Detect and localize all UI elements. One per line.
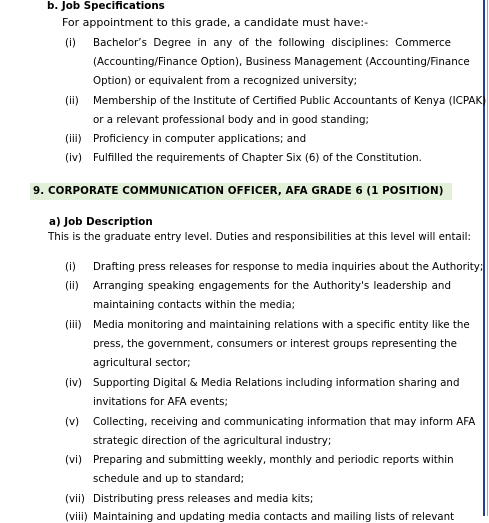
job-description-intro: This is the graduate entry level. Duties and responsibilities at this level will entail: — [48, 231, 471, 243]
list-item-line: Maintaining and updating media contacts and mailing lists of relevant — [93, 511, 455, 523]
list-number: (i) — [65, 37, 76, 49]
list-number: (vii) — [65, 493, 85, 505]
list-item-line: invitations for AFA events; — [93, 396, 228, 408]
list-number: (iii) — [65, 133, 82, 145]
section-b-title: b. Job Specifications — [47, 0, 165, 12]
list-item-line: Drafting press releases for response to media inquiries about the Authority; — [93, 261, 484, 273]
list-item-line: press, the government, consumers or interest groups representing the — [93, 338, 457, 350]
list-item-line: Fulfilled the requirements of Chapter Six (6) of the Constitution. — [93, 152, 422, 164]
list-item-line: strategic direction of the agricultural industry; — [93, 435, 332, 447]
list-number: (i) — [65, 261, 76, 273]
cut-off-line — [0, 511, 489, 523]
list-item-line: (Accounting/Finance Option), Business Management (Accounting/Finance — [93, 56, 470, 68]
section-b-intro: For appointment to this grade, a candidate must have:- — [62, 16, 369, 29]
list-item-line: or a relevant professional body and in good standing; — [93, 114, 369, 126]
list-item-line: agricultural sector; — [93, 357, 191, 369]
list-item-line: Option) or equivalent from a recognized university; — [93, 75, 358, 87]
list-item-line: schedule and up to standard; — [93, 473, 245, 485]
list-item-line: Distributing press releases and media kits; — [93, 493, 314, 505]
list-number: (iv) — [65, 152, 82, 164]
list-number: (ii) — [65, 280, 79, 292]
list-number: (viii) — [65, 511, 88, 523]
list-number: (ii) — [65, 95, 79, 107]
section-heading: 9. CORPORATE COMMUNICATION OFFICER, AFA GRADE 6 (1 POSITION) — [33, 185, 444, 197]
list-number: (iii) — [65, 319, 82, 331]
list-number: (v) — [65, 416, 80, 428]
list-item-line: Arranging speaking engagements for the Authority's leadership and — [93, 280, 451, 292]
list-item-line: Preparing and submitting weekly, monthly and periodic reports within — [93, 454, 454, 466]
list-item-line: maintaining contacts within the media; — [93, 299, 296, 311]
list-item-line: Membership of the Institute of Certified Public Accountants of Kenya (ICPAK) — [93, 95, 487, 107]
page-border-right — [483, 0, 485, 516]
list-item-line: Media monitoring and maintaining relations with a specific entity like the — [93, 319, 470, 331]
list-item-line: Bachelor’s Degree in any of the following disciplines: Commerce — [93, 37, 451, 49]
list-item-line: Supporting Digital & Media Relations including information sharing and — [93, 377, 460, 389]
list-item-line: Proficiency in computer applications; and — [93, 133, 307, 145]
job-description-title: a) Job Description — [49, 216, 153, 228]
list-item-line: Collecting, receiving and communicating information that may inform AFA — [93, 416, 476, 428]
list-number: (vi) — [65, 454, 82, 466]
list-number: (iv) — [65, 377, 82, 389]
page-border-right-thin — [487, 0, 488, 516]
